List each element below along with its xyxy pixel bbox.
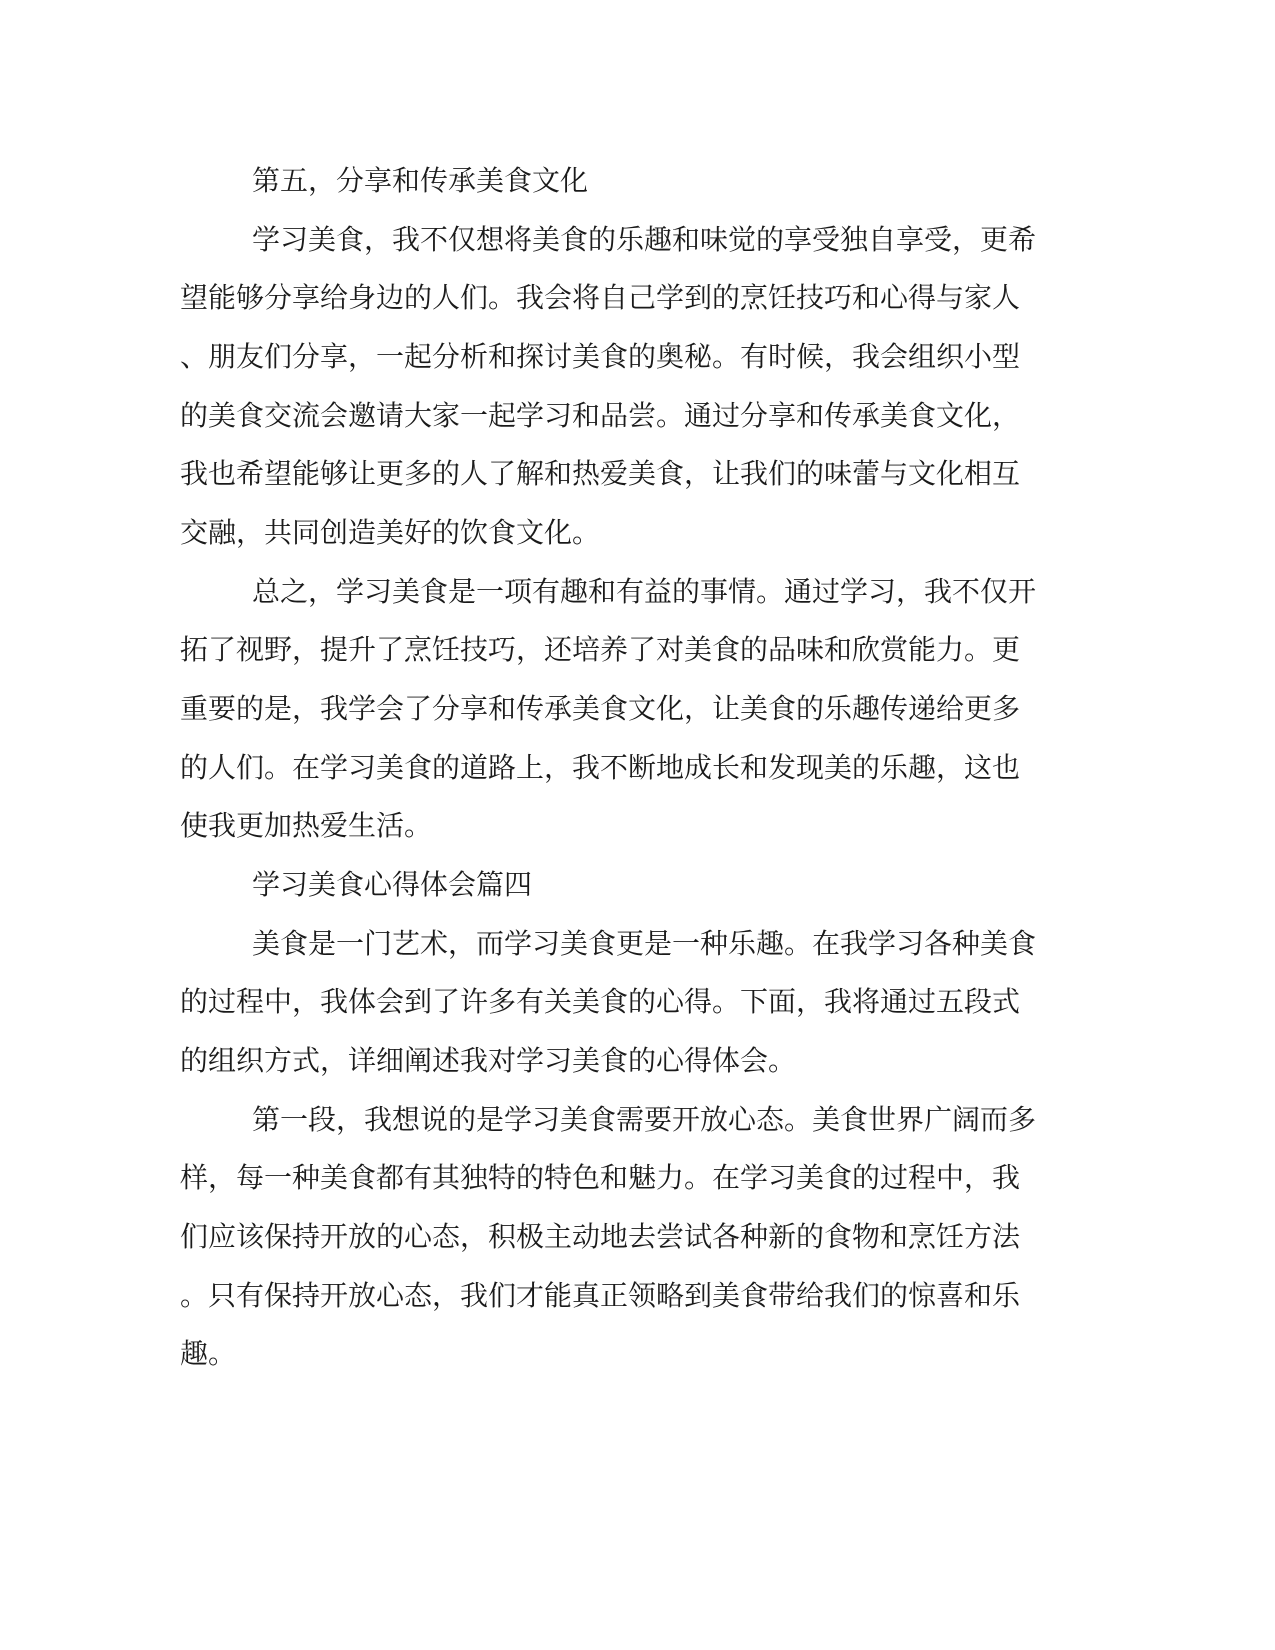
paragraph-line: 拓了视野，提升了烹饪技巧，还培养了对美食的品味和欣赏能力。更 <box>180 633 1021 666</box>
paragraph-line: 学习美食，我不仅想将美食的乐趣和味觉的享受独自享受，更希 <box>252 223 1037 256</box>
paragraph-line: 们应该保持开放的心态，积极主动地去尝试各种新的食物和烹饪方法 <box>180 1220 1021 1253</box>
paragraph-line: 的组织方式，详细阐述我对学习美食的心得体会。 <box>180 1044 797 1077</box>
paragraph-line: 使我更加热爱生活。 <box>180 809 433 842</box>
paragraph-line: 第一段，我想说的是学习美食需要开放心态。美食世界广阔而多 <box>252 1103 1037 1136</box>
section-heading-part-four: 学习美食心得体会篇四 <box>252 868 533 901</box>
section-heading-share-culture: 第五，分享和传承美食文化 <box>252 164 589 197</box>
paragraph-line: 的过程中，我体会到了许多有关美食的心得。下面，我将通过五段式 <box>180 985 1021 1018</box>
paragraph-line: 总之，学习美食是一项有趣和有益的事情。通过学习，我不仅开 <box>252 575 1037 608</box>
paragraph-line: 望能够分享给身边的人们。我会将自己学到的烹饪技巧和心得与家人 <box>180 281 1021 314</box>
paragraph-line: 我也希望能够让更多的人了解和热爱美食，让我们的味蕾与文化相互 <box>180 457 1021 490</box>
paragraph-line: 美食是一门艺术，而学习美食更是一种乐趣。在我学习各种美食 <box>252 927 1037 960</box>
paragraph-line: 的人们。在学习美食的道路上，我不断地成长和发现美的乐趣，这也 <box>180 751 1021 784</box>
paragraph-line: 趣。 <box>180 1337 237 1370</box>
paragraph-line: 。只有保持开放心态，我们才能真正领略到美食带给我们的惊喜和乐 <box>180 1279 1021 1312</box>
paragraph-line: 交融，共同创造美好的饮食文化。 <box>180 516 601 549</box>
paragraph-line: 、朋友们分享，一起分析和探讨美食的奥秘。有时候，我会组织小型 <box>180 340 1021 373</box>
paragraph-line: 样，每一种美食都有其独特的特色和魅力。在学习美食的过程中，我 <box>180 1161 1021 1194</box>
paragraph-line: 的美食交流会邀请大家一起学习和品尝。通过分享和传承美食文化， <box>180 399 1021 432</box>
paragraph-line: 重要的是，我学会了分享和传承美食文化，让美食的乐趣传递给更多 <box>180 692 1021 725</box>
